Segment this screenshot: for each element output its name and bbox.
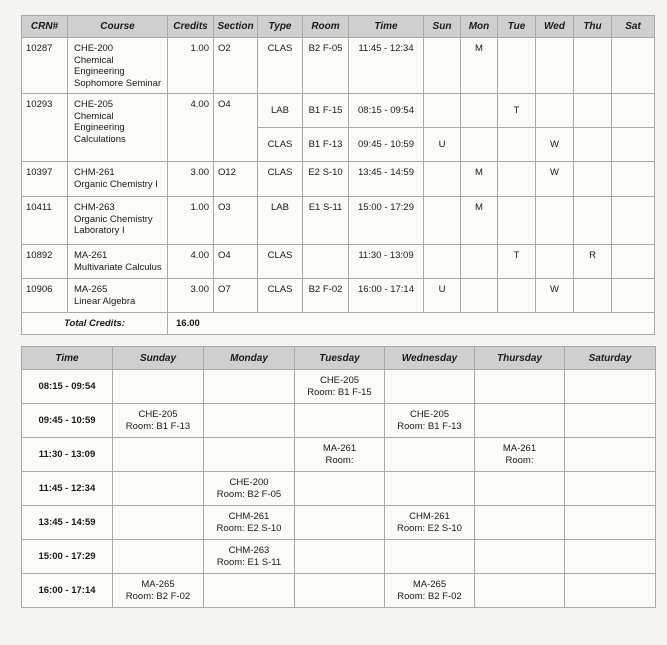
day-sat-cell bbox=[612, 279, 655, 313]
weekly-slot-cell bbox=[295, 574, 385, 608]
weekly-slot-cell bbox=[295, 404, 385, 438]
weekly-slot-cell bbox=[204, 540, 295, 574]
type-cell: CLAS bbox=[258, 162, 303, 197]
crn-cell: 10906 bbox=[22, 279, 68, 313]
crn-cell: 10287 bbox=[22, 38, 68, 94]
course-cell bbox=[68, 94, 168, 162]
day-wed-cell bbox=[536, 38, 574, 94]
course-cell bbox=[68, 197, 168, 245]
day-sun-cell bbox=[424, 94, 461, 128]
day-thu-cell bbox=[574, 197, 612, 245]
section-cell: O4 bbox=[214, 245, 258, 279]
day-sun-cell bbox=[424, 197, 461, 245]
credits-cell: 4.00 bbox=[168, 245, 214, 279]
time-cell: 11:45 - 12:34 bbox=[349, 38, 424, 94]
day-tue-cell: T bbox=[498, 94, 536, 128]
registration-table bbox=[21, 15, 655, 335]
type-cell: LAB bbox=[258, 94, 303, 128]
slot-room: Room: bbox=[325, 454, 354, 466]
day-wed-cell: W bbox=[536, 128, 574, 162]
course-cell bbox=[68, 162, 168, 197]
credits-cell: 1.00 bbox=[168, 38, 214, 94]
registration-row bbox=[22, 162, 655, 197]
section-cell: O4 bbox=[214, 94, 258, 162]
header-mon: Mon bbox=[461, 16, 498, 38]
slot-room: Room: B1 F-13 bbox=[397, 420, 462, 432]
registration-row bbox=[22, 94, 655, 128]
weekly-schedule-table bbox=[21, 346, 656, 608]
weekly-row bbox=[22, 574, 656, 608]
weekly-header-thursday: Thursday bbox=[475, 347, 565, 370]
registration-header-row bbox=[22, 16, 655, 38]
header-room: Room bbox=[303, 16, 349, 38]
weekly-time-cell: 11:45 - 12:34 bbox=[22, 472, 113, 506]
slot-room: Room: B2 F-02 bbox=[125, 590, 191, 602]
day-tue-cell bbox=[498, 197, 536, 245]
day-sun-cell bbox=[424, 245, 461, 279]
course-name: Chemical Engineering Sophomore Seminar bbox=[74, 54, 162, 89]
weekly-slot-cell bbox=[385, 404, 475, 438]
course-name: Linear Algebra bbox=[74, 295, 136, 307]
header-wed: Wed bbox=[536, 16, 574, 38]
weekly-slot-cell bbox=[204, 438, 295, 472]
day-sat-cell bbox=[612, 162, 655, 197]
weekly-slot-cell bbox=[204, 472, 295, 506]
day-thu-cell: R bbox=[574, 245, 612, 279]
credits-cell: 3.00 bbox=[168, 162, 214, 197]
slot-room: Room: B2 F-05 bbox=[216, 488, 282, 500]
crn-cell: 10293 bbox=[22, 94, 68, 162]
day-wed-cell: W bbox=[536, 279, 574, 313]
weekly-slot-cell bbox=[295, 472, 385, 506]
day-mon-cell: M bbox=[461, 38, 498, 94]
room-cell: B2 F-02 bbox=[303, 279, 349, 313]
slot-course-code: CHM-261 bbox=[409, 511, 450, 522]
day-tue-cell bbox=[498, 38, 536, 94]
type-cell: CLAS bbox=[258, 245, 303, 279]
course-name: Chemical Engineering Calculations bbox=[74, 110, 126, 145]
weekly-slot-cell bbox=[385, 506, 475, 540]
total-credits-row bbox=[22, 313, 655, 335]
slot-room: Room: E2 S-10 bbox=[397, 522, 462, 534]
weekly-slot-cell bbox=[565, 472, 656, 506]
slot-course-code: CHM-263 bbox=[228, 545, 270, 556]
weekly-slot-cell bbox=[385, 472, 475, 506]
weekly-slot-cell bbox=[475, 506, 565, 540]
day-sat-cell bbox=[612, 128, 655, 162]
weekly-header-row bbox=[22, 347, 656, 370]
header-sat: Sat bbox=[612, 16, 655, 38]
course-code: CHE-200 bbox=[74, 43, 114, 54]
weekly-time-cell: 08:15 - 09:54 bbox=[22, 370, 113, 404]
crn-cell: 10411 bbox=[22, 197, 68, 245]
header-crn: CRN# bbox=[22, 16, 68, 38]
time-cell: 11:30 - 13:09 bbox=[349, 245, 424, 279]
day-wed-cell bbox=[536, 245, 574, 279]
slot-room: Room: B1 F-13 bbox=[125, 420, 191, 432]
room-cell bbox=[303, 245, 349, 279]
weekly-time-cell: 15:00 - 17:29 bbox=[22, 540, 113, 574]
header-sun: Sun bbox=[424, 16, 461, 38]
weekly-slot-cell bbox=[385, 540, 475, 574]
day-thu-cell bbox=[574, 38, 612, 94]
day-thu-cell bbox=[574, 279, 612, 313]
weekly-slot-cell bbox=[565, 370, 656, 404]
weekly-header-wednesday: Wednesday bbox=[385, 347, 475, 370]
day-sat-cell bbox=[612, 245, 655, 279]
time-cell: 15:00 - 17:29 bbox=[349, 197, 424, 245]
day-sun-cell: U bbox=[424, 279, 461, 313]
weekly-row bbox=[22, 540, 656, 574]
header-section: Section bbox=[214, 16, 258, 38]
type-cell: CLAS bbox=[258, 128, 303, 162]
header-course: Course bbox=[68, 16, 168, 38]
slot-course-code: MA-265 bbox=[412, 579, 447, 590]
type-cell: LAB bbox=[258, 197, 303, 245]
weekly-slot-cell bbox=[565, 506, 656, 540]
day-thu-cell bbox=[574, 128, 612, 162]
day-sat-cell bbox=[612, 94, 655, 128]
slot-course-code: CHE-205 bbox=[138, 409, 178, 420]
time-cell: 13:45 - 14:59 bbox=[349, 162, 424, 197]
header-thu: Thu bbox=[574, 16, 612, 38]
weekly-slot-cell bbox=[113, 506, 204, 540]
weekly-time-cell: 16:00 - 17:14 bbox=[22, 574, 113, 608]
day-mon-cell bbox=[461, 128, 498, 162]
weekly-slot-cell bbox=[113, 472, 204, 506]
day-sun-cell: U bbox=[424, 128, 461, 162]
weekly-slot-cell bbox=[113, 574, 204, 608]
slot-room: Room: B1 F-15 bbox=[307, 386, 372, 398]
weekly-slot-cell bbox=[565, 404, 656, 438]
registration-row bbox=[22, 245, 655, 279]
course-cell bbox=[68, 38, 168, 94]
weekly-slot-cell bbox=[204, 404, 295, 438]
day-sat-cell bbox=[612, 38, 655, 94]
weekly-slot-cell bbox=[385, 438, 475, 472]
section-cell: O7 bbox=[214, 279, 258, 313]
room-cell: E2 S-10 bbox=[303, 162, 349, 197]
weekly-slot-cell bbox=[475, 438, 565, 472]
day-wed-cell bbox=[536, 94, 574, 128]
registration-row bbox=[22, 38, 655, 94]
day-thu-cell bbox=[574, 94, 612, 128]
course-code: CHM-263 bbox=[74, 202, 115, 213]
time-cell: 08:15 - 09:54 bbox=[349, 94, 424, 128]
room-cell: E1 S-11 bbox=[303, 197, 349, 245]
weekly-slot-cell bbox=[204, 370, 295, 404]
header-type: Type bbox=[258, 16, 303, 38]
slot-course-code: CHM-261 bbox=[228, 511, 270, 522]
course-code: MA-265 bbox=[74, 284, 108, 295]
course-code: CHM-261 bbox=[74, 167, 115, 178]
weekly-row bbox=[22, 370, 656, 404]
weekly-slot-cell bbox=[295, 438, 385, 472]
day-tue-cell: T bbox=[498, 245, 536, 279]
weekly-slot-cell bbox=[475, 472, 565, 506]
day-mon-cell: M bbox=[461, 162, 498, 197]
weekly-slot-cell bbox=[565, 574, 656, 608]
weekly-row bbox=[22, 506, 656, 540]
day-mon-cell bbox=[461, 94, 498, 128]
day-wed-cell: W bbox=[536, 162, 574, 197]
time-cell: 16:00 - 17:14 bbox=[349, 279, 424, 313]
weekly-slot-cell bbox=[295, 370, 385, 404]
day-tue-cell bbox=[498, 128, 536, 162]
header-time: Time bbox=[349, 16, 424, 38]
room-cell: B2 F-05 bbox=[303, 38, 349, 94]
day-sun-cell bbox=[424, 38, 461, 94]
registration-row bbox=[22, 279, 655, 313]
crn-cell: 10892 bbox=[22, 245, 68, 279]
course-code: CHE-205 bbox=[74, 99, 114, 110]
credits-cell: 1.00 bbox=[168, 197, 214, 245]
weekly-slot-cell bbox=[113, 404, 204, 438]
weekly-slot-cell bbox=[204, 574, 295, 608]
slot-room: Room: E1 S-11 bbox=[216, 556, 282, 568]
course-name: Multivariate Calculus bbox=[74, 261, 162, 273]
weekly-slot-cell bbox=[385, 574, 475, 608]
weekly-slot-cell bbox=[475, 574, 565, 608]
day-thu-cell bbox=[574, 162, 612, 197]
header-tue: Tue bbox=[498, 16, 536, 38]
weekly-slot-cell bbox=[475, 540, 565, 574]
course-name: Organic Chemistry I bbox=[74, 178, 158, 190]
credits-cell: 4.00 bbox=[168, 94, 214, 162]
course-cell bbox=[68, 245, 168, 279]
section-cell: O2 bbox=[214, 38, 258, 94]
day-tue-cell bbox=[498, 279, 536, 313]
weekly-time-cell: 09:45 - 10:59 bbox=[22, 404, 113, 438]
slot-room: Room: bbox=[505, 454, 534, 466]
weekly-header-sunday: Sunday bbox=[113, 347, 204, 370]
total-row-blank bbox=[258, 313, 655, 335]
day-mon-cell bbox=[461, 279, 498, 313]
credits-cell: 3.00 bbox=[168, 279, 214, 313]
weekly-header-monday: Monday bbox=[204, 347, 295, 370]
time-cell: 09:45 - 10:59 bbox=[349, 128, 424, 162]
room-cell: B1 F-13 bbox=[303, 128, 349, 162]
weekly-header-tuesday: Tuesday bbox=[295, 347, 385, 370]
weekly-slot-cell bbox=[475, 404, 565, 438]
weekly-slot-cell bbox=[565, 540, 656, 574]
type-cell: CLAS bbox=[258, 38, 303, 94]
day-wed-cell bbox=[536, 197, 574, 245]
total-credits-label: Total Credits: bbox=[22, 313, 168, 335]
crn-cell: 10397 bbox=[22, 162, 68, 197]
day-mon-cell bbox=[461, 245, 498, 279]
weekly-time-cell: 13:45 - 14:59 bbox=[22, 506, 113, 540]
slot-course-code: MA-265 bbox=[141, 579, 175, 590]
weekly-slot-cell bbox=[113, 370, 204, 404]
weekly-slot-cell bbox=[113, 438, 204, 472]
slot-course-code: CHE-200 bbox=[229, 477, 269, 488]
slot-course-code: MA-261 bbox=[322, 443, 357, 454]
weekly-row bbox=[22, 404, 656, 438]
weekly-slot-cell bbox=[385, 370, 475, 404]
weekly-time-cell: 11:30 - 13:09 bbox=[22, 438, 113, 472]
weekly-slot-cell bbox=[113, 540, 204, 574]
weekly-slot-cell bbox=[204, 506, 295, 540]
room-cell: B1 F-15 bbox=[303, 94, 349, 128]
day-mon-cell: M bbox=[461, 197, 498, 245]
slot-room: Room: B2 F-02 bbox=[397, 590, 462, 602]
slot-room: Room: E2 S-10 bbox=[216, 522, 282, 534]
course-name: Organic Chemistry Laboratory I bbox=[74, 213, 153, 236]
day-sun-cell bbox=[424, 162, 461, 197]
slot-course-code: MA-261 bbox=[502, 443, 537, 454]
weekly-slot-cell bbox=[565, 438, 656, 472]
course-cell bbox=[68, 279, 168, 313]
weekly-row bbox=[22, 472, 656, 506]
course-code: MA-261 bbox=[74, 250, 108, 261]
weekly-slot-cell bbox=[475, 370, 565, 404]
header-credits: Credits bbox=[168, 16, 214, 38]
slot-course-code: CHE-205 bbox=[409, 409, 450, 420]
day-tue-cell bbox=[498, 162, 536, 197]
section-cell: O12 bbox=[214, 162, 258, 197]
registration-row bbox=[22, 197, 655, 245]
weekly-header-saturday: Saturday bbox=[565, 347, 656, 370]
section-cell: O3 bbox=[214, 197, 258, 245]
day-sat-cell bbox=[612, 197, 655, 245]
total-credits-value: 16.00 bbox=[168, 313, 258, 335]
type-cell: CLAS bbox=[258, 279, 303, 313]
weekly-slot-cell bbox=[295, 506, 385, 540]
slot-course-code: CHE-205 bbox=[319, 375, 360, 386]
weekly-header-time: Time bbox=[22, 347, 113, 370]
weekly-slot-cell bbox=[295, 540, 385, 574]
weekly-row bbox=[22, 438, 656, 472]
